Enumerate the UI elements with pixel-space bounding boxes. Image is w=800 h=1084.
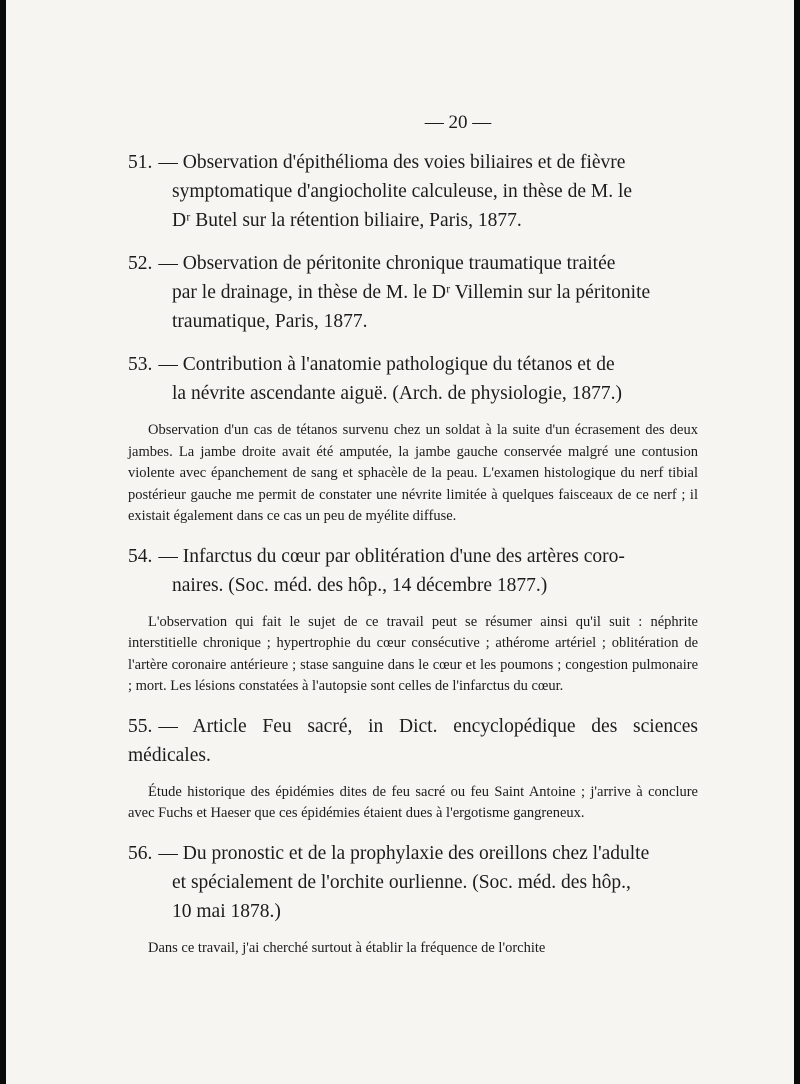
entry-line: — Observation de péritonite chronique traumatique traitée [158,253,616,274]
entry-number: 54. [128,545,153,567]
entry-53 [128,350,698,408]
entry-number: 53. [128,354,153,375]
scan-right-edge [794,0,800,1084]
entry-number: 55. [128,715,153,737]
entry-line: — Observation d'épithélioma des voies biliaires et de fièvre [158,152,626,173]
page-number: — 20 — [424,112,492,133]
entry-56 [128,839,698,926]
scan-left-edge [0,0,6,1084]
entry-line: — Contribution à l'anatomie pathologique du tétanos et de [158,354,615,375]
entry-number: 52. [128,253,153,274]
entry-55 [128,712,698,770]
entry-summary: L'observation qui fait le sujet de ce travail peut se résumer ainsi qu'il suit : néphrite interstitielle chronique ; hypertrophie du cœur consécutive ; athérome artériel ; oblitération de l'artère coronaire antérieure ; stase sanguine dans le cœur et les poumons ; congestion pulmonaire ; mort. Les lésions constatées à l'autopsie sont celles de l'infarctus du cœur. [128,613,698,694]
document-page [128,112,698,963]
entry-line: — Du pronostic et de la prophylaxie des oreillons chez l'adulte [158,842,650,864]
entry-line: — Infarctus du cœur par oblitération d'une des artères coro- [158,545,625,567]
entry-summary: Observation d'un cas de tétanos survenu chez un soldat à la suite d'un écrasement des deux jambes. La jambe droite avait été amputée, la jambe gauche conservée malgré une contusion violente avec épanchement de sang et sphacèle de la peau. L'examen histologique du nerf tibial postérieur gauche me permit de constater une névrite limitée à quelques faisceaux de ce nerf ; il existait également dans ce cas un peu de myélite diffuse. [128,422,698,524]
entry-summary: Dans ce travail, j'ai cherché surtout à établir la fréquence de l'orchite [148,939,546,956]
entry-line: — Article Feu sacré, in Dict. encyclopédique des sciences médicales. [128,715,698,766]
entry-number: 51. [128,152,153,173]
entry-line: et spécialement de l'orchite ourlienne. (Soc. méd. des hôp., [172,871,631,893]
entry-line: naires. (Soc. méd. des hôp., 14 décembre 1877.) [172,574,548,596]
entry-line: Dʳ Butel sur la rétention biliaire, Paris, 1877. [172,210,522,231]
entry-line: symptomatique d'angiocholite calculeuse, in thèse de M. le [172,181,633,202]
entry-52 [128,249,698,336]
entry-summary: Étude historique des épidémies dites de feu sacré ou feu Saint Antoine ; j'arrive à conclure avec Fuchs et Haeser que ces épidémies étaient dues à l'ergotisme gangreneux. [128,783,698,821]
entry-line: 10 mai 1878.) [172,900,281,922]
entry-54 [128,542,698,600]
entry-line: par le drainage, in thèse de M. le Dʳ Villemin sur la péritonite [172,282,651,303]
entry-51 [128,148,698,235]
entry-line: traumatique, Paris, 1877. [172,311,368,332]
entry-number: 56. [128,842,153,864]
entry-line: la névrite ascendante aiguë. (Arch. de physiologie, 1877.) [172,383,622,404]
